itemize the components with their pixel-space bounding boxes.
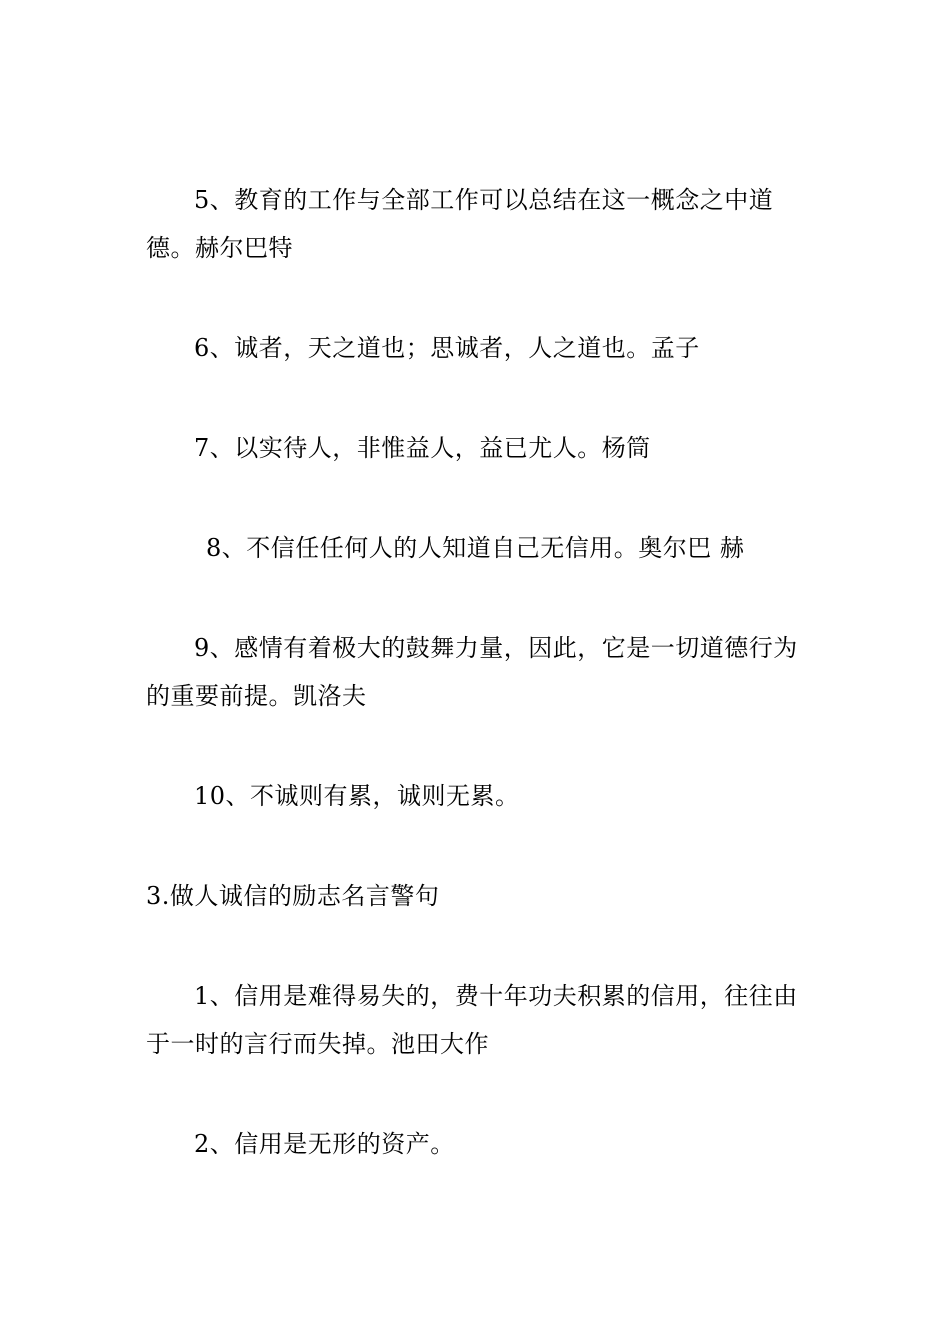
quote-paragraph: 8、不信任任何人的人知道自己无信用。奥尔巴 赫 [206, 534, 745, 562]
quote-paragraph: 1、信用是难得易失的，费十年功夫积累的信用，往往由于一时的言行而失掉。池田大作 [146, 982, 798, 1058]
section-heading: 3.做人诚信的励志名言警句 [146, 882, 440, 910]
quote-paragraph: 5、教育的工作与全部工作可以总结在这一概念之中道德。赫尔巴特 [146, 186, 774, 262]
quote-paragraph: 6、诚者，天之道也；思诚者，人之道也。孟子 [194, 334, 700, 362]
quote-paragraph: 2、信用是无形的资产。 [194, 1130, 455, 1158]
quote-paragraph: 9、感情有着极大的鼓舞力量，因此，它是一切道德行为的重要前提。凯洛夫 [146, 634, 798, 710]
quote-paragraph: 7、以实待人，非惟益人，益已尤人。杨筒 [194, 434, 651, 462]
quote-paragraph: 10、不诚则有累，诚则无累。 [194, 782, 520, 810]
